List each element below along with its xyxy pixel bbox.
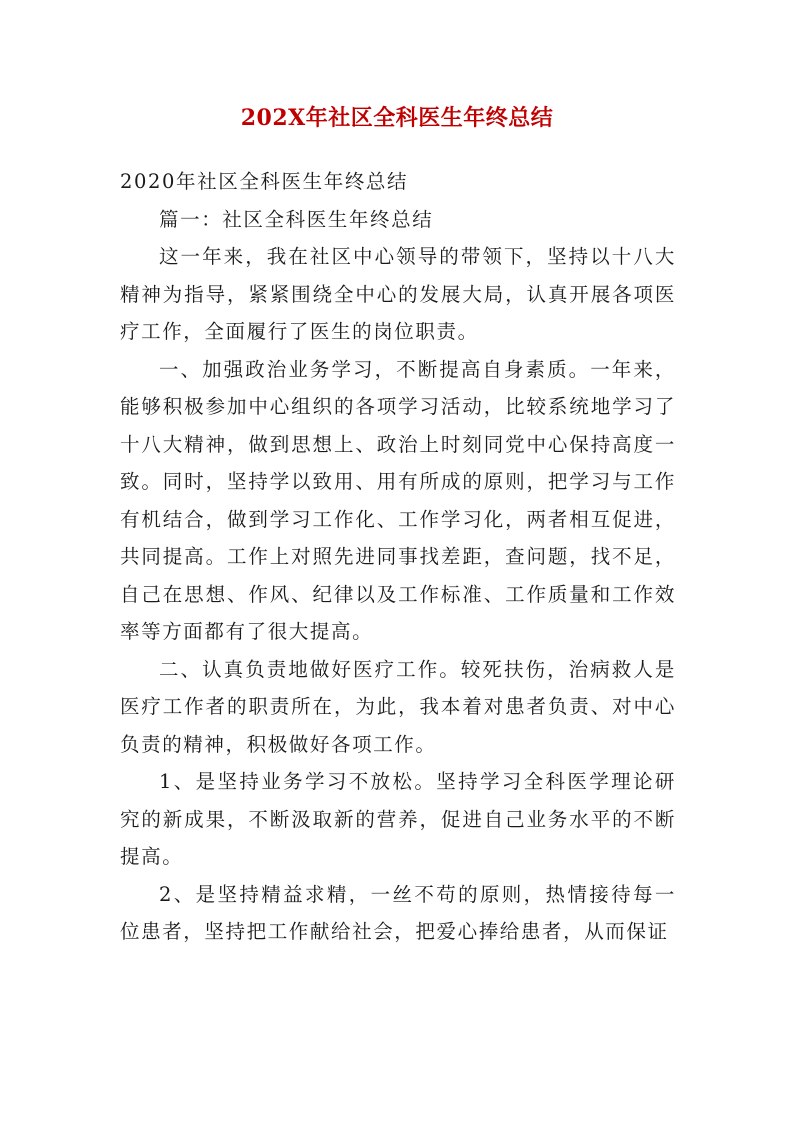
document-title: 202X年社区全科医生年终总结 bbox=[240, 105, 554, 131]
document-body bbox=[120, 163, 676, 951]
document-subtitle: 2020年社区全科医生年终总结 bbox=[120, 170, 409, 193]
paragraph: 2、是坚持精益求精，一丝不苟的原则，热情接待每一位患者，坚持把工作献给社会，把爱心捧给患者，从而保证 bbox=[120, 882, 676, 943]
paragraph: 这一年来，我在社区中心领导的带领下，坚持以十八大精神为指导，紧紧围绕全中心的发展大局，认真开展各项医疗工作，全面履行了医生的岗位职责。 bbox=[120, 245, 676, 343]
paragraph: 二、认真负责地做好医疗工作。较死扶伤，治病救人是医疗工作者的职责所在，为此，我本着对患者负责、对中心负责的精神，积极做好各项工作。 bbox=[120, 657, 676, 756]
paragraph: 1、是坚持业务学习不放松。坚持学习全科医学理论研究的新成果，不断汲取新的营养，促进自己业务水平的不断提高。 bbox=[120, 770, 676, 868]
paragraph-heading: 篇一：社区全科医生年终总结 bbox=[159, 207, 434, 231]
paragraph: 一、加强政治业务学习，不断提高自身素质。一年来，能够积极参加中心组织的各项学习活动，比较系统地学习了十八大精神，做到思想上、政治上时刻同党中心保持高度一致。同时，坚持学以致用、用有所成的原则，把学习与工作有机结合，做到学习工作化、工作学习化，两者相互促进，共同提高。工作上对照先进同事找差距，查问题，找不足，自己在思想、作风、纪律以及工作标准、工作质量和工作效率等方面都有了很大提高。 bbox=[120, 357, 676, 643]
